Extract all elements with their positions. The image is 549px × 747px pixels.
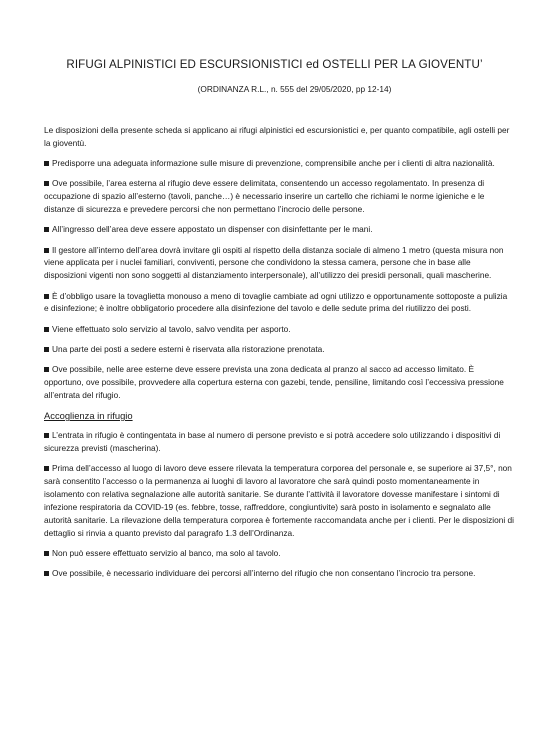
bullet-paragraph [44,363,514,402]
document-title: RIFUGI ALPINISTICI ED ESCURSIONISTICI ed OSTELLI PER LA GIOVENTU’ [66,58,483,71]
bullet-paragraph [44,429,514,455]
bullet-paragraph [44,343,514,356]
bullet-paragraph [44,567,514,580]
bullet-text: Ove possibile, è necessario individuare dei percorsi all’interno del rifugio che non consentano l’incrocio tra persone. [52,568,476,579]
bullet-text: Viene effettuato solo servizio al tavolo, salvo vendita per asporto. [52,323,291,334]
square-bullet-icon [44,347,49,352]
square-bullet-icon [44,327,49,332]
document-subtitle: (ORDINANZA R.L., n. 555 del 29/05/2020, pp 12-14) [197,84,392,94]
bullet-paragraph [44,244,514,283]
square-bullet-icon [44,248,49,253]
square-bullet-icon [44,466,49,471]
bullet-text: Non può essere effettuato servizio al banco, ma solo al tavolo. [52,548,281,559]
square-bullet-icon [44,367,49,372]
square-bullet-icon [44,181,49,186]
section-heading: Accoglienza in rifugio [44,410,133,422]
bullet-text: Il gestore all’interno dell’area dovrà invitare gli ospiti al rispetto della distanza sociale di almeno 1 metro (questa misura non viene applicata per i nuclei familiari, conviventi, persone che condividono la stessa camera, persone che in base alle disposizioni vigenti non sono soggetti al distanziamento interpersonale), all’utilizzo dei presidi personali, quali mascherine. [44,244,504,281]
bullet-text: L’entrata in rifugio è contingentata in base al numero di persone previsto e si potrà accedere solo utilizzando i dispositivi di sicurezza previsti (mascherina). [44,430,501,454]
bullet-paragraph [44,323,514,336]
square-bullet-icon [44,161,49,166]
bullet-paragraph [44,290,514,316]
bullet-paragraph [44,462,514,539]
bullet-text: Prima dell’accesso al luogo di lavoro deve essere rilevata la temperatura corporea del personale e, se superiore ai 37,5°, non sarà consentito l’accesso o la permanenza ai luoghi di lavoro al lavoratore che sarà quindi posto momentaneamente in isolamento con relativa segnalazione alle autorità sanitarie. Se durante l’attività il lavoratore dovesse manifestare i sintomi di infezione respiratoria da COVID-19 (es. febbre, tosse, raffreddore, congiuntivite) sarà posto in isolamento e segnalato alle autorità sanitarie. La rilevazione della temperatura corporea è fortemente raccomandata anche per i clienti. Per le disposizioni di dettaglio si rinvia a quanto previsto dal paragrafo 1.3 dell’Ordinanza. [44,463,514,539]
bullet-paragraph [44,177,514,216]
bullet-text: All’ingresso dell’area deve essere appostato un dispenser con disinfettante per le mani. [52,224,373,235]
bullet-text: Una parte dei posti a sedere esterni è riservata alla ristorazione prenotata. [52,343,325,354]
square-bullet-icon [44,551,49,556]
bullet-text: Ove possibile, l’area esterna al rifugio deve essere delimitata, consentendo un accesso regolamentato. In presenza di occupazione di spazio all’esterno (tavoli, panche…) è necessario inserire un cartello che richiami le norme igieniche e le distanze di sicurezza e prevedere percorsi che non permettano l’incrocio delle persone. [44,178,485,215]
bullet-text: Ove possibile, nelle aree esterne deve essere prevista una zona dedicata al pranzo al sacco ad accesso limitato. È opportuno, ove possibile, provvedere alla copertura esterna con gazebi, tende, pensiline, limitando così l’eccessiva pressione all’entrata del rifugio. [44,364,504,400]
square-bullet-icon [44,433,49,438]
bullet-paragraph [44,157,514,170]
square-bullet-icon [44,294,49,299]
square-bullet-icon [44,571,49,576]
document-body [44,124,514,588]
bullet-paragraph [44,223,514,236]
bullet-text: Predisporre una adeguata informazione sulle misure di prevenzione, comprensibile anche per i clienti di altra nazionalità. [52,158,495,169]
square-bullet-icon [44,227,49,232]
intro-paragraph: Le disposizioni della presente scheda si applicano ai rifugi alpinistici ed escursionistici e, per quanto compatibile, agli ostelli per la gioventù. [44,125,510,148]
bullet-text: È d’obbligo usare la tovaglietta monouso a meno di tovaglie cambiate ad ogni utilizzo e opportunamente sottoposte a pulizia e disinfezione; è inoltre obbligatorio procedere alla disinfezione del tavolo e delle sedute prima del riutilizzo dei posti. [44,290,508,314]
bullet-paragraph [44,547,514,560]
